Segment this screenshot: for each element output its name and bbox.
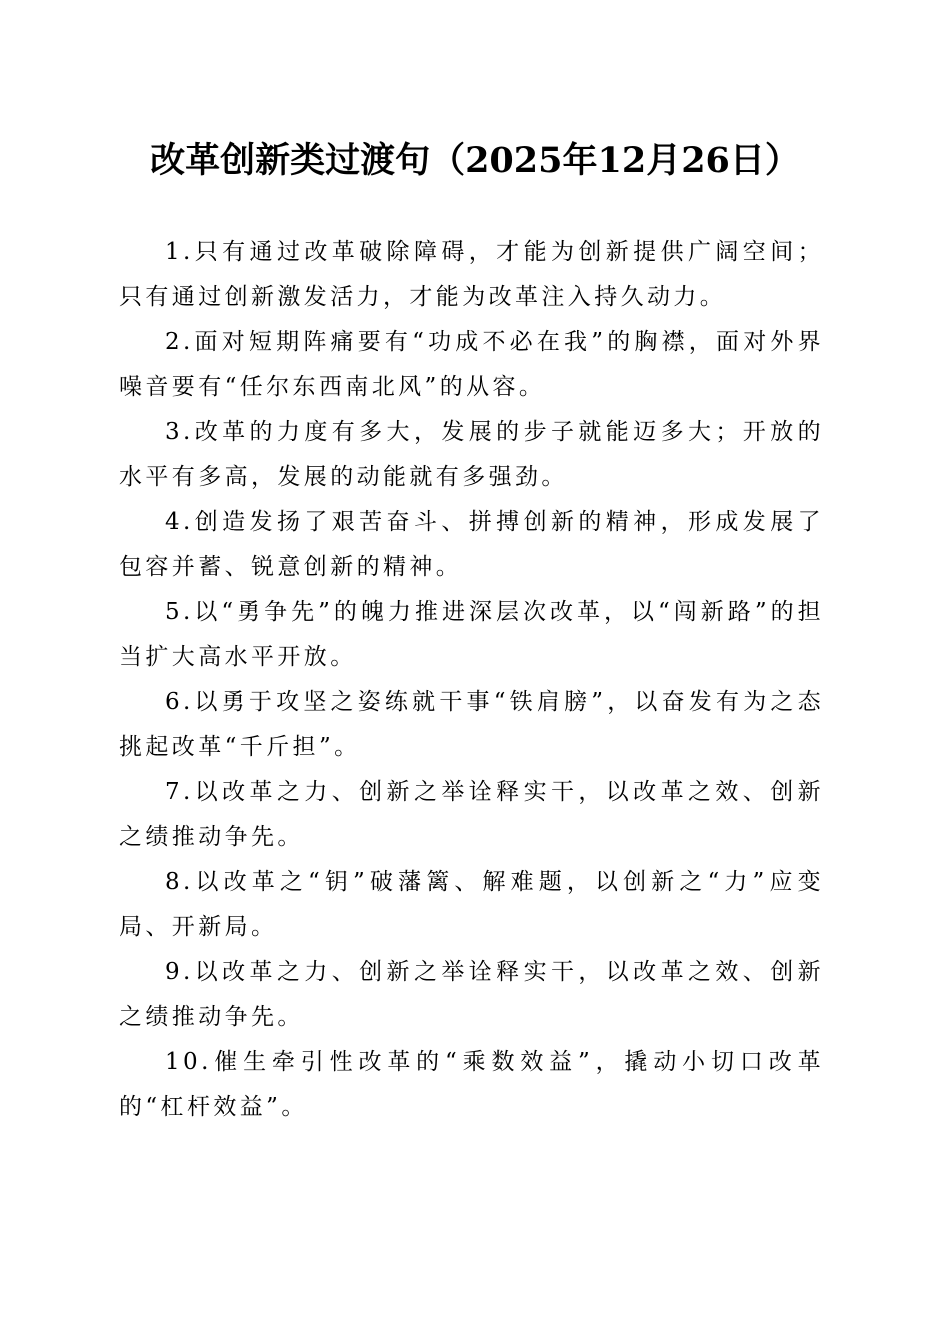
paragraph-6: 6.以勇于攻坚之姿练就干事“铁肩膀”，以奋发有为之态挑起改革“千斤担”。 [119, 689, 824, 760]
paragraph-1: 1.只有通过改革破除障碍，才能为创新提供广阔空间；只有通过创新激发活力，才能为改革注入持久动力。 [119, 239, 824, 310]
paragraph-5: 5.以“勇争先”的魄力推进深层次改革，以“闯新路”的担当扩大高水平开放。 [119, 599, 824, 670]
document-title: 改革创新类过渡句（2025年12月26日） [150, 140, 800, 181]
paragraph-9: 9.以改革之力、创新之举诠释实干，以改革之效、创新之绩推动争先。 [119, 959, 824, 1030]
paragraph-7: 7.以改革之力、创新之举诠释实干，以改革之效、创新之绩推动争先。 [119, 779, 824, 850]
paragraph-8: 8.以改革之“钥”破藩篱、解难题，以创新之“力”应变局、开新局。 [119, 869, 824, 940]
paragraph-2: 2.面对短期阵痛要有“功成不必在我”的胸襟，面对外界噪音要有“任尔东西南北风”的从容。 [119, 329, 824, 400]
document-body [119, 230, 824, 1130]
paragraph-3: 3.改革的力度有多大，发展的步子就能迈多大；开放的水平有多高，发展的动能就有多强劲。 [119, 419, 824, 490]
paragraph-4: 4.创造发扬了艰苦奋斗、拼搏创新的精神，形成发展了包容并蓄、锐意创新的精神。 [119, 509, 824, 580]
paragraph-10: 10.催生牵引性改革的“乘数效益”，撬动小切口改革的“杠杆效益”。 [119, 1049, 824, 1120]
